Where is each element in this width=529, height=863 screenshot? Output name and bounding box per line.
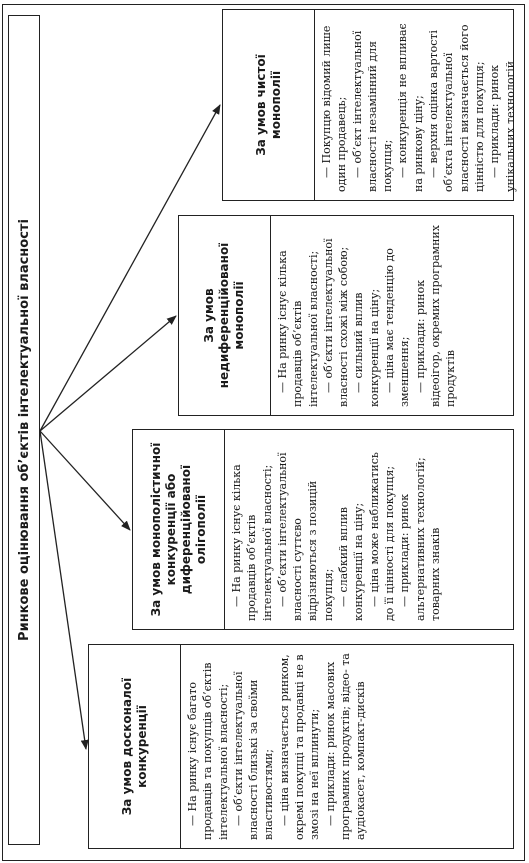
column-heading: За умов монополістичної конкуренції або диференційованої олігополії [133,430,225,629]
column-body [181,645,373,848]
root-title: Ринкове оцінювання об’єктів інтелектуальної власності [16,219,32,641]
column-body [315,10,522,200]
column-undifferentiated-monopoly [178,215,514,416]
column-item: — ціна може наближатись до її цінності для покупця; [367,452,396,621]
column-item: — об’єкт інтелектуальної власності незамінний для покупця; [350,30,395,192]
column-item: — верхня оцінка вартості об’єкта інтелектуальної власності визначається його цінністю для покупця; [427,24,486,192]
arrow-to-undifferentiated-monopoly [40,316,176,431]
column-item: — На ринку існує кілька продавців об’єктів інтелектуальної власності; [276,250,320,407]
column-perfect-competition [88,644,514,849]
column-heading: За умов досконалої конкуренції [89,645,181,848]
column-item: — Покупцю відомий лише один продавець; [320,25,349,192]
column-heading: За умов чистої монополії [223,10,315,200]
column-item: — На ринку існує багато продавців та покупців об’єктів інтелектуальної власності; [186,662,230,840]
column-item: — об’єкти інтелектуальної власності суттєво відрізняються з позицій покупця; [275,452,335,621]
column-item: — приклади: ринок масових програмних продуктів; відео- та аудіокасет, компакт-дисків [323,653,368,840]
column-item: — ціна визначається ринком, окремі покупці та продавці не в змозі на неї вплинути; [277,654,322,840]
column-item: — слабкий вплив конкуренції на ціну; [337,502,366,621]
column-item: — конкуренція не впливає на ринкову ціну; [396,23,425,192]
column-heading: За умов недиференційованої монополії [179,216,271,415]
column-item: — На ринку існує кілька продавців об’єктів інтелектуальної власності; [230,464,274,621]
column-pure-monopoly [222,9,517,201]
column-monopolistic-competition [132,429,514,630]
column-item: — приклади: ринок відеоігор, окремих програмних продуктів [413,225,458,407]
column-item: — ціна має тенденцію до зменшення; [383,248,412,407]
column-item: — об’єкти інтелектуальної власності близькі за своїми властивостями; [231,671,276,840]
column-body [225,430,447,629]
column-item: — об’єкти інтелектуальної власності схожі між собою; [321,238,351,407]
column-item: — приклади: ринок унікальних технологій [488,60,517,192]
column-item: — приклади: ринок альтернативних технологій; товарних знаків [398,457,442,621]
arrow-to-monopolistic-competition [40,431,130,530]
column-item: — сильний вплив конкуренції на ціну; [352,288,381,407]
column-body [271,216,463,415]
arrow-to-perfect-competition [40,431,86,749]
